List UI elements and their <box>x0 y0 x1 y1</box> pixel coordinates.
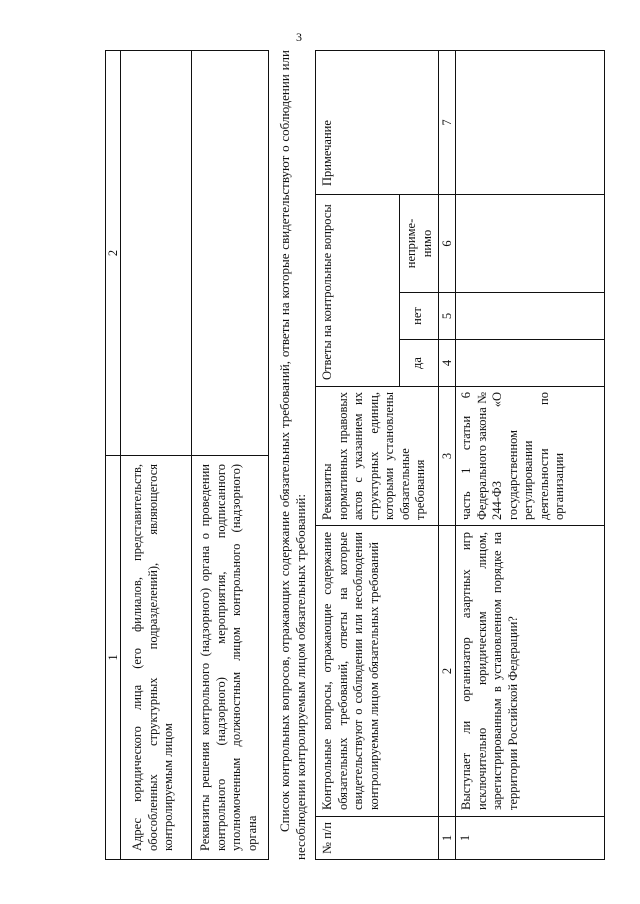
top-table-row2-value[interactable] <box>191 50 269 456</box>
col-number-2: 2 <box>438 525 456 817</box>
row1-question: Выступает ли организатор азартных игр исключительно юридическим лицом, зарегистрированным в установленном порядке на территории Российской Федерации? <box>455 525 605 817</box>
header-answers: Ответы на контрольные вопросы <box>315 194 400 387</box>
rotated-page-content <box>105 50 595 860</box>
row1-requisites: часть 1 статьи 6 Федерального закона № 244-ФЗ «О государственном регулировании деятельности по организации <box>455 386 605 526</box>
row1-answer-not-applicable[interactable] <box>455 194 605 293</box>
row1-note[interactable] <box>455 50 605 195</box>
top-table-col2-header: 2 <box>105 50 121 456</box>
header-num: № п/п <box>315 816 439 860</box>
top-table-row2-label: Реквизиты решения контрольного (надзорного) органа о проведении контрольного (надзорного) мероприятия, подписанного уполномоченным должностным лицом контрольного (надзорного) органа <box>191 455 269 860</box>
col-number-6: 6 <box>438 194 456 293</box>
row1-num: 1 <box>455 816 605 860</box>
row1-answer-no[interactable] <box>455 292 605 340</box>
col-number-7: 7 <box>438 50 456 195</box>
intro-paragraph: Список контрольных вопросов, отражающих содержание обязательных требований, ответы на которые свидетельствуют о соблюдении или несоблюдении контролируемым лицом обязательных требований: <box>277 50 308 860</box>
header-not-applicable: неприме- нимо <box>399 194 439 293</box>
header-requisites: Реквизиты нормативных правовых актов с указанием их структурных единиц, которыми установлены обязательные требования <box>315 386 439 526</box>
col-number-1: 1 <box>438 816 456 860</box>
top-table-col1-header: 1 <box>105 455 121 860</box>
col-number-5: 5 <box>438 292 456 340</box>
header-yes: да <box>399 339 439 387</box>
top-table-row1-label: Адрес юридического лица (его филиалов, представительств, обособленных структурных подразделений), являющегося контролируемым лицом <box>120 455 192 860</box>
page-number: 3 <box>296 30 302 44</box>
row1-answer-yes[interactable] <box>455 339 605 387</box>
header-questions: Контрольные вопросы, отражающие содержание обязательных требований, ответы на которые свидетельствуют о соблюдении или несоблюдении контролируемым лицом обязательных требований <box>315 525 439 817</box>
col-number-4: 4 <box>438 339 456 387</box>
col-number-3: 3 <box>438 386 456 526</box>
header-note: Примечание <box>315 50 439 195</box>
top-table-row1-value[interactable] <box>120 50 192 456</box>
header-no: нет <box>399 292 439 340</box>
